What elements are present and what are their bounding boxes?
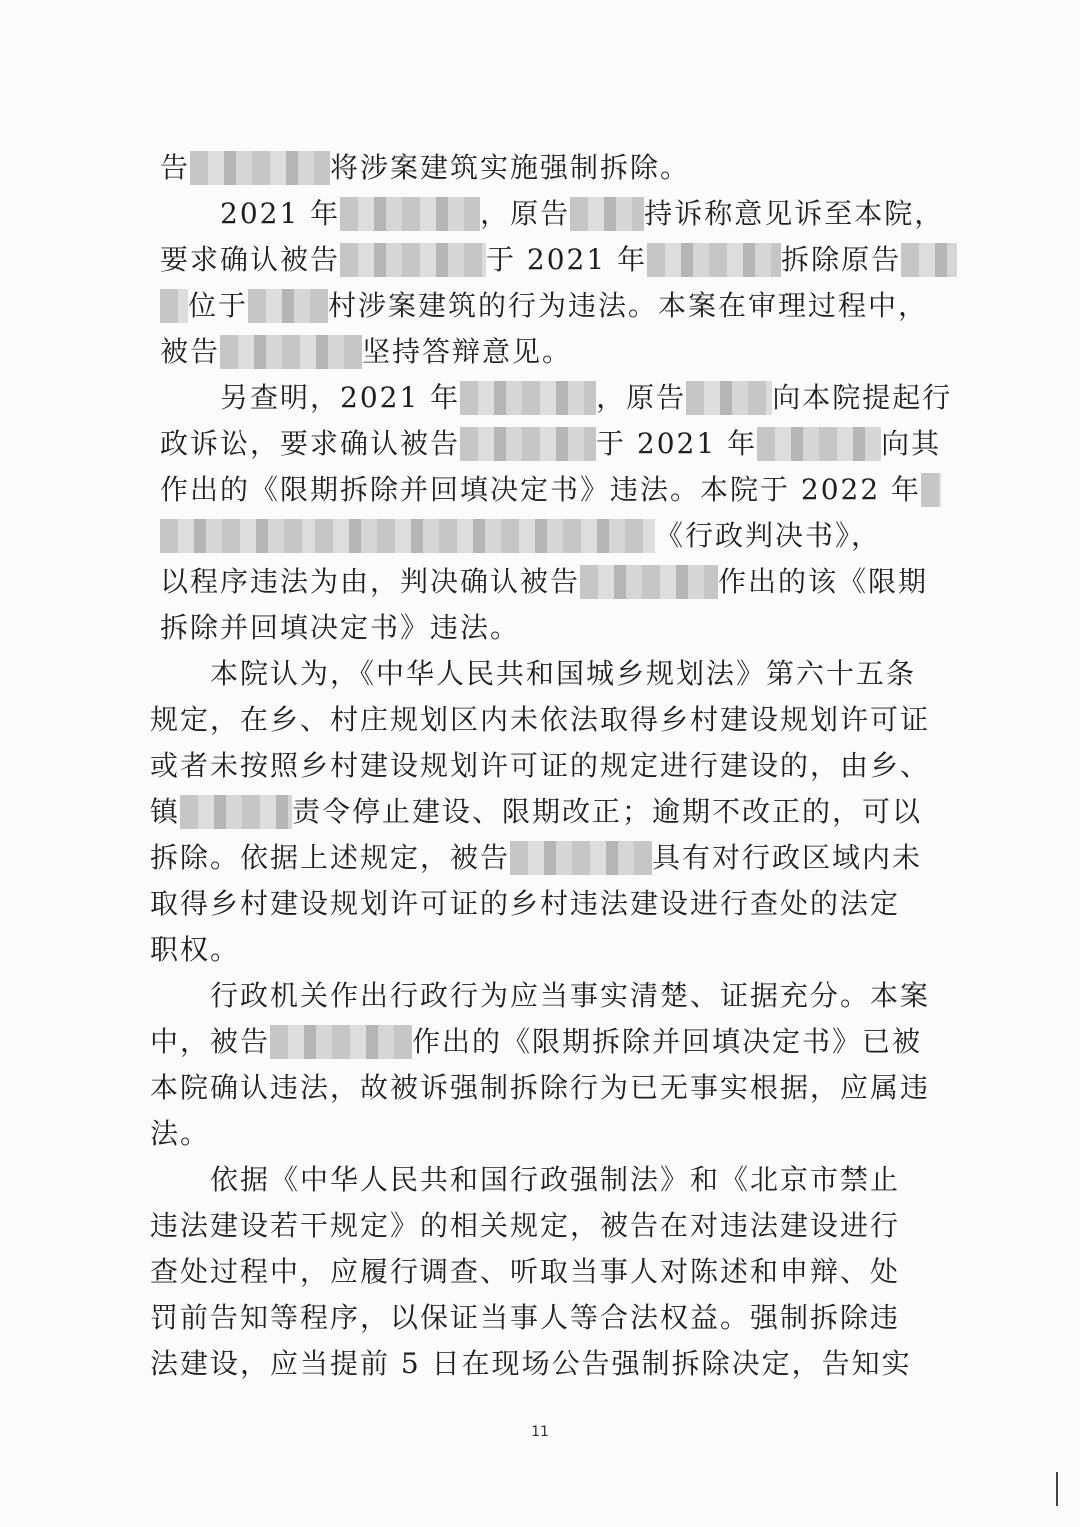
redacted-blur bbox=[220, 335, 362, 369]
redacted-blur bbox=[757, 427, 881, 461]
text-segment: 村涉案建筑的行为违法。本案在审理过程中， bbox=[328, 289, 929, 322]
redacted-blur bbox=[315, 519, 655, 553]
text-segment: 具有对行政区域内未 bbox=[652, 841, 923, 874]
text-line bbox=[160, 470, 941, 510]
text-segment: 镇 bbox=[150, 795, 181, 828]
text-segment: 将涉案建筑实施强制拆除。 bbox=[330, 151, 691, 184]
text-segment: 本院确认违法，故被诉强制拆除行为已无事实根据，应属违 bbox=[150, 1071, 931, 1104]
text-segment: 坚持答辩意见。 bbox=[362, 335, 573, 368]
redacted-blur bbox=[190, 151, 330, 185]
text-segment: 拆除并回填决定书》违法。 bbox=[160, 611, 521, 644]
text-segment: 持诉称意见诉至本院， bbox=[644, 197, 945, 230]
text-segment: ，原告 bbox=[480, 197, 571, 230]
text-segment: 中，被告 bbox=[150, 1025, 271, 1058]
text-line bbox=[160, 332, 572, 372]
text-line bbox=[160, 608, 520, 648]
text-segment: 依据《中华人民共和国行政强制法》和《北京市禁止 bbox=[210, 1163, 901, 1196]
text-line bbox=[210, 976, 930, 1016]
text-segment: 取得乡村建设规划许可证的乡村违法建设进行查处的法定 bbox=[150, 887, 901, 920]
text-line bbox=[210, 654, 916, 694]
text-line bbox=[150, 1298, 900, 1338]
text-line bbox=[150, 792, 922, 832]
text-line bbox=[150, 1252, 900, 1292]
text-segment: 拆除。依据上述规定，被告 bbox=[150, 841, 511, 874]
text-line bbox=[160, 516, 881, 556]
redacted-blur bbox=[160, 519, 315, 553]
redacted-blur bbox=[160, 289, 188, 323]
text-segment: 作出的该《限期 bbox=[718, 565, 929, 598]
text-segment: 被告 bbox=[160, 335, 221, 368]
text-segment: 职权。 bbox=[150, 933, 241, 966]
text-segment: 向本院提起行 bbox=[772, 381, 953, 414]
redacted-blur bbox=[647, 243, 781, 277]
text-segment: 规定，在乡、村庄规划区内未依法取得乡村建设规划许可证 bbox=[150, 703, 931, 736]
text-segment: 政诉讼，要求确认被告 bbox=[160, 427, 461, 460]
text-line bbox=[150, 1206, 900, 1246]
text-line bbox=[150, 746, 930, 786]
text-line bbox=[160, 148, 690, 188]
redacted-blur bbox=[570, 197, 644, 231]
text-segment: 告 bbox=[160, 151, 191, 184]
text-segment: 《行政判决书》， bbox=[655, 519, 882, 552]
redacted-blur bbox=[921, 473, 941, 507]
text-segment: 作出的《限期拆除并回填决定书》已被 bbox=[412, 1025, 923, 1058]
page-number: 11 bbox=[531, 1424, 549, 1440]
text-line bbox=[160, 240, 957, 280]
text-segment: 向其 bbox=[881, 427, 942, 460]
text-line bbox=[150, 700, 930, 740]
text-line bbox=[150, 1022, 922, 1062]
text-segment: 法。 bbox=[150, 1117, 211, 1150]
text-segment: 拆除原告 bbox=[781, 243, 902, 276]
scan-edge-mark bbox=[1056, 1472, 1058, 1506]
text-segment: 本院认为，《中华人民共和国城乡规划法》第六十五条 bbox=[210, 657, 917, 690]
text-segment: ，原告 bbox=[596, 381, 687, 414]
text-line bbox=[150, 930, 240, 970]
redacted-blur bbox=[460, 427, 596, 461]
text-segment: 另查明，2021 年 bbox=[220, 381, 461, 414]
text-line bbox=[160, 286, 928, 326]
text-segment: 于 2021 年 bbox=[486, 243, 648, 276]
text-segment: 行政机关作出行政行为应当事实清楚、证据充分。本案 bbox=[210, 979, 931, 1012]
redacted-blur bbox=[340, 243, 486, 277]
redacted-blur bbox=[580, 565, 718, 599]
text-segment: 要求确认被告 bbox=[160, 243, 341, 276]
text-line bbox=[160, 424, 941, 464]
text-line bbox=[150, 884, 900, 924]
text-segment: 于 2021 年 bbox=[596, 427, 758, 460]
text-line bbox=[150, 1068, 930, 1108]
text-line bbox=[220, 378, 952, 418]
redacted-blur bbox=[901, 243, 957, 277]
redacted-blur bbox=[510, 841, 652, 875]
redacted-blur bbox=[340, 197, 480, 231]
redacted-blur bbox=[248, 289, 328, 323]
text-line bbox=[160, 562, 928, 602]
redacted-blur bbox=[686, 381, 772, 415]
text-line bbox=[150, 838, 922, 878]
text-segment: 法建设，应当提前 5 日在现场公告强制拆除决定，告知实 bbox=[150, 1347, 912, 1380]
text-line bbox=[210, 1160, 900, 1200]
redacted-blur bbox=[180, 795, 292, 829]
redacted-blur bbox=[460, 381, 596, 415]
text-segment: 位于 bbox=[188, 289, 249, 322]
text-segment: 责令停止建设、限期改正；逾期不改正的，可以 bbox=[292, 795, 923, 828]
redacted-blur bbox=[270, 1025, 412, 1059]
text-segment: 作出的《限期拆除并回填决定书》违法。本院于 2022 年 bbox=[160, 473, 922, 506]
text-segment: 查处过程中，应履行调查、听取当事人对陈述和申辩、处 bbox=[150, 1255, 901, 1288]
text-segment: 以程序违法为由，判决确认被告 bbox=[160, 565, 581, 598]
text-line bbox=[220, 194, 944, 234]
text-segment: 罚前告知等程序，以保证当事人等合法权益。强制拆除违 bbox=[150, 1301, 901, 1334]
text-line bbox=[150, 1114, 210, 1154]
text-segment: 或者未按照乡村建设规划许可证的规定进行建设的，由乡、 bbox=[150, 749, 931, 782]
text-segment: 2021 年 bbox=[220, 197, 341, 230]
text-line bbox=[150, 1344, 912, 1384]
text-segment: 违法建设若干规定》的相关规定，被告在对违法建设进行 bbox=[150, 1209, 901, 1242]
